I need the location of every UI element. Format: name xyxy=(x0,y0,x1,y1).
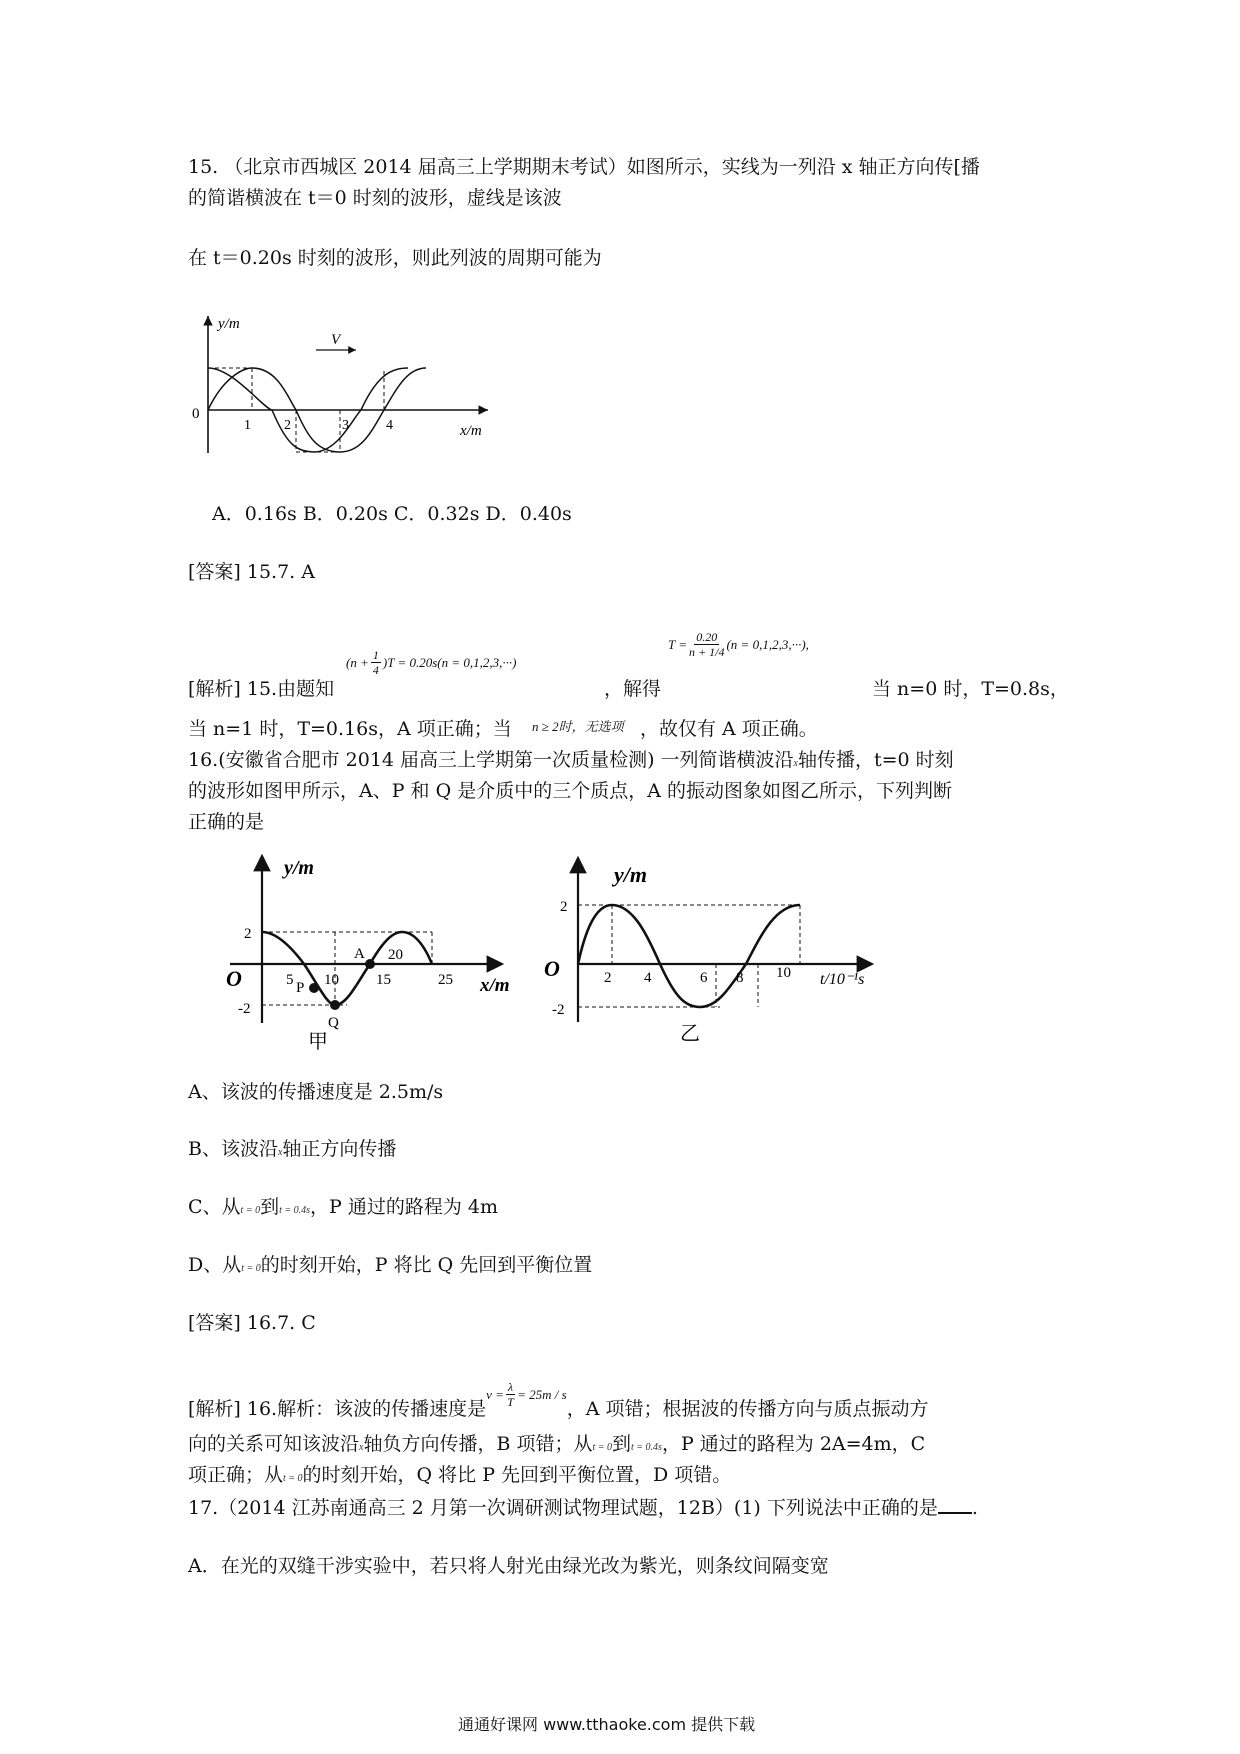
jia-tick-25: 25 xyxy=(438,972,453,988)
jia-tick-10: 10 xyxy=(324,972,339,988)
yi-xlabel: t/10⁻¹s xyxy=(820,971,865,988)
jia-tick-15: 15 xyxy=(376,972,391,988)
q15-velocity-label: V xyxy=(331,332,341,348)
page-footer: 通通好课网 www.tthaoke.com 提供下载 xyxy=(458,1715,756,1734)
yi-y-neg: -2 xyxy=(552,1002,565,1018)
q15-analysis-line2b: ，故仅有 A 项正确。 xyxy=(640,718,818,740)
q16-option-d xyxy=(188,1250,592,1277)
q15-tick-3: 3 xyxy=(342,418,349,433)
q16-analysis-line1 xyxy=(188,1380,929,1421)
q15-tick-4: 4 xyxy=(386,418,393,433)
q15-origin: 0 xyxy=(192,406,200,422)
formula1-den: 4 xyxy=(372,663,379,677)
formula2-den: n + 1/4 xyxy=(689,645,725,659)
q15-wave-figure xyxy=(188,308,518,478)
answer-blank xyxy=(938,1496,972,1514)
jia-xlabel: x/m xyxy=(480,975,510,996)
jia-point-a xyxy=(365,959,375,969)
jia-origin: O xyxy=(226,966,242,991)
formula1-part-b: )T = 0.20s(n = 0,1,2,3,···) xyxy=(382,654,517,670)
q16-optc-t0: t = 0 xyxy=(240,1205,261,1216)
jia-y-neg: -2 xyxy=(238,1001,251,1017)
q16-analysis-line2 xyxy=(188,1429,925,1456)
q16-answer: [答案] 16.7. C xyxy=(188,1312,316,1334)
jia-label-a: A xyxy=(354,946,365,962)
jia-tick-5: 5 xyxy=(286,972,294,988)
yi-tick-4: 4 xyxy=(644,970,652,986)
q16-optb-a: B、该波沿 xyxy=(188,1138,278,1160)
jia-label-q: Q xyxy=(328,1015,339,1031)
q16-line1-b: 轴传播，t=0 时刻 xyxy=(797,749,954,771)
q15-analysis-mid: ，解得 xyxy=(604,678,662,700)
yi-ylabel: y/m xyxy=(614,862,647,887)
q15-formula-3: n ≥ 2时，无选项 xyxy=(532,719,624,734)
yi-tick-10: 10 xyxy=(776,965,791,981)
q15-ylabel: y/m xyxy=(218,316,240,332)
q16-analysis2-b: 轴负方向传播，B 项错；从 xyxy=(363,1433,593,1455)
q15-line3: 在 t＝0.20s 时刻的波形，则此列波的周期可能为 xyxy=(188,247,602,269)
q16-figure-jia xyxy=(222,848,542,1058)
yi-caption: 乙 xyxy=(680,1023,700,1045)
q16-figure-yi xyxy=(540,852,880,1052)
formula2-fraction xyxy=(689,630,724,659)
formula1-fraction xyxy=(371,648,381,677)
q17-option-a: A．在光的双缝干涉实验中，若只将人射光由绿光改为紫光，则条纹间隔变宽 xyxy=(188,1555,829,1577)
q15-line1: 15. （北京市西城区 2014 届高三上学期期末考试）如图所示，实线为一列沿 x 轴正方向传[播 xyxy=(188,156,980,178)
v-num: λ xyxy=(507,1380,514,1394)
q15-answer: [答案] 15.7. A xyxy=(188,561,315,583)
q17-line1: 17.（2014 江苏南通高三 2 月第一次调研测试物理试题，12B）(1) 下列说法中正确的是 . xyxy=(188,1497,978,1519)
q16-optb-b: 轴正方向传播 xyxy=(282,1138,397,1160)
q16-analysis-line3 xyxy=(188,1460,731,1487)
yi-tick-2: 2 xyxy=(604,970,612,986)
q16-optc-a: C、从 xyxy=(188,1196,241,1218)
q16-optd-t0: t = 0 xyxy=(241,1263,261,1274)
jia-label-p: P xyxy=(296,980,305,996)
q16-line1-a: 16.(安徽省合肥市 2014 届高三上学期第一次质量检测) 一列简谐横波沿 xyxy=(188,749,794,771)
q15-formula-1 xyxy=(346,648,516,677)
jia-grid xyxy=(262,932,432,1005)
q15-options: A．0.16s B．0.20s C．0.32s D．0.40s xyxy=(212,503,572,525)
q16-optb-x: x xyxy=(277,1147,283,1158)
q15-tick-2: 2 xyxy=(284,418,291,433)
q16-optc-b: ，P 通过的路程为 4m xyxy=(310,1196,498,1218)
q16-analysis2-a: 向的关系可知该波沿 xyxy=(188,1433,360,1455)
q17-line1-text: 17.（2014 江苏南通高三 2 月第一次调研测试物理试题，12B）(1) 下列说法中正确的是 xyxy=(188,1497,938,1519)
q16-line3: 正确的是 xyxy=(188,811,265,833)
q16-option-a: A、该波的传播速度是 2.5m/s xyxy=(188,1081,444,1103)
q16-analysis2-c: 到 xyxy=(612,1433,632,1455)
v-formula-b: = 25m / s xyxy=(517,1386,567,1402)
jia-wave xyxy=(262,932,432,1005)
q16-line2: 的波形如图甲所示，A、P 和 Q 是介质中的三个质点，A 的振动图象如图乙所示，下列判断 xyxy=(188,780,952,802)
yi-tick-8: 8 xyxy=(736,970,744,986)
formula1-part-a: (n + xyxy=(346,654,369,670)
q16-optd-a: D、从 xyxy=(188,1254,242,1276)
q15-analysis-end: 当 n=0 时，T=0.8s， xyxy=(872,678,1069,700)
q16-analysis3-t0: t = 0 xyxy=(283,1473,303,1484)
q16-option-b xyxy=(188,1134,396,1161)
formula1-num: 1 xyxy=(372,648,379,662)
q16-line1 xyxy=(188,745,954,772)
q15-analysis-prefix: [解析] 15.由题知 xyxy=(188,678,335,700)
formula2-num: 0.20 xyxy=(696,630,718,644)
v-formula-fraction xyxy=(506,1380,515,1409)
jia-point-p xyxy=(309,983,319,993)
q16-analysis2-t04: t = 0.4s xyxy=(631,1442,662,1453)
yi-origin: O xyxy=(544,956,560,981)
yi-y-pos: 2 xyxy=(560,899,568,915)
formula2-part-a: T = xyxy=(668,636,688,652)
q16-analysis3-b: 的时刻开始，Q 将比 P 先回到平衡位置，D 项错。 xyxy=(302,1464,732,1486)
q15-formula-2 xyxy=(668,630,809,659)
q15-xlabel: x/m xyxy=(460,423,482,439)
jia-ylabel: y/m xyxy=(284,857,314,879)
q16-option-c xyxy=(188,1192,498,1219)
q15-line2: 的简谐横波在 t＝0 时刻的波形，虚线是该波 xyxy=(188,187,562,209)
q16-analysis2-t0: t = 0 xyxy=(592,1442,613,1453)
formula2-part-b: (n = 0,1,2,3,···), xyxy=(726,636,809,652)
jia-caption: 甲 xyxy=(308,1031,328,1053)
jia-y-pos: 2 xyxy=(244,926,252,942)
jia-tick-20: 20 xyxy=(388,947,403,963)
q16-analysis1-a: [解析] 16.解析：该波的传播速度是 xyxy=(188,1398,487,1420)
q16-analysis1-b: ，A 项错；根据波的传播方向与质点振动方 xyxy=(566,1398,929,1420)
q16-optc-mid: 到 xyxy=(260,1196,280,1218)
q16-optd-b: 的时刻开始，P 将比 Q 先回到平衡位置 xyxy=(260,1254,593,1276)
q16-optc-t04: t = 0.4s xyxy=(279,1205,311,1216)
v-den: T xyxy=(507,1395,514,1409)
v-formula-a: v = xyxy=(486,1386,504,1402)
yi-wave xyxy=(578,905,800,1007)
q16-analysis2-x: x xyxy=(359,1442,364,1453)
q15-tick-1: 1 xyxy=(244,418,251,433)
jia-point-q xyxy=(330,1000,340,1010)
q16-analysis2-d: ，P 通过的路程为 2A=4m，C xyxy=(661,1433,926,1455)
q15-analysis-line2a: 当 n=1 时，T=0.16s，A 项正确；当 xyxy=(188,718,512,740)
q16-velocity-formula xyxy=(486,1380,567,1409)
yi-tick-6: 6 xyxy=(700,970,708,986)
yi-grid xyxy=(578,905,800,1007)
q16-analysis3-a: 项正确；从 xyxy=(188,1464,284,1486)
q16-x-symbol: x xyxy=(793,758,798,769)
